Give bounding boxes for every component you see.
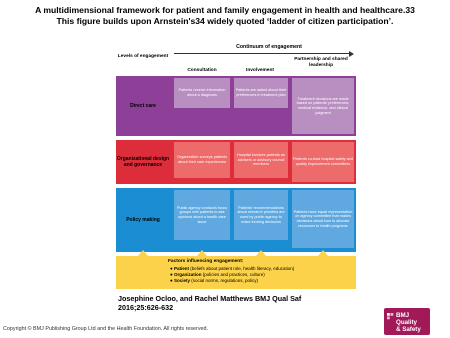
cell-organizational-partnership: Patients co-lead hospital safety and quality improvement committees — [292, 142, 354, 182]
factors-heading: Factors influencing engagement: — [168, 259, 244, 264]
row-label-organizational: Organizational design and governance — [116, 156, 170, 168]
column-header-consultation: Consultation — [187, 68, 217, 73]
figure-title — [0, 5, 450, 27]
citation-line-2: 2016;25:626-632 — [118, 303, 174, 312]
logo-mark-icon — [387, 313, 394, 320]
logo-line-1: BMJ Quality — [396, 312, 417, 326]
continuum-label: Continuum of engagement — [236, 44, 302, 50]
title-line-2: This figure builds upon Arnstein's34 widely quoted ‘ladder of citizen participation’. — [56, 16, 394, 26]
cell-direct-care-involvement: Patients are asked about their preferences in treatment plan — [234, 78, 288, 108]
factors-panel — [116, 256, 356, 289]
cell-organizational-involvement: Hospital involves patients as advisers or advisory council members — [234, 142, 288, 178]
cell-direct-care-consultation: Patients receive information about a diagnosis — [174, 78, 230, 108]
cell-policy-involvement: Patients’ recommendations about research priorities are used by public agency to make funding decisions — [234, 190, 288, 240]
cell-policy-partnership: Patients have equal representation on agency committee that makes decisions about how to allocate resources to health programs — [292, 190, 354, 248]
column-header-partnership: Partnership and shared leadership — [294, 57, 348, 68]
title-line-1: A multidimensional framework for patient and family engagement in health and healthcare.33 — [35, 5, 415, 15]
engagement-framework-diagram — [112, 44, 358, 292]
row-label-policy-making: Policy making — [126, 217, 160, 223]
cell-policy-consultation: Public agency conducts focus groups with patients to ask opinions about a health care issue — [174, 190, 230, 240]
copyright-notice: Copyright © BMJ Publishing Group Ltd and the Health Foundation. All rights reserved. — [3, 326, 209, 332]
cell-organizational-consultation: Organization surveys patients about their care experiences — [174, 142, 230, 178]
column-header-levels: Levels of engagement — [117, 54, 169, 59]
column-header-involvement: Involvement — [246, 68, 274, 73]
citation-line-1: Josephine Ocloo, and Rachel Matthews BMJ Qual Saf — [118, 294, 302, 303]
bmj-quality-safety-logo — [384, 308, 430, 335]
factor-society: ● Society (social norms, regulations, policy) — [170, 278, 259, 283]
factor-patient: ● Patient (beliefs about patient role, health literacy, education) — [170, 266, 295, 271]
continuum-arrow-line — [174, 53, 350, 54]
row-label-direct-care: Direct care — [130, 103, 156, 109]
continuum-arrow-head-icon — [349, 51, 354, 57]
citation — [118, 294, 301, 312]
cell-direct-care-partnership: Treatment decisions are made based on patients’ preferences, medical evidence, and clinical judgment — [292, 78, 354, 134]
factor-organization: ● Organization (policies and practices, culture) — [170, 272, 265, 277]
logo-line-2: & Safety — [396, 326, 421, 333]
